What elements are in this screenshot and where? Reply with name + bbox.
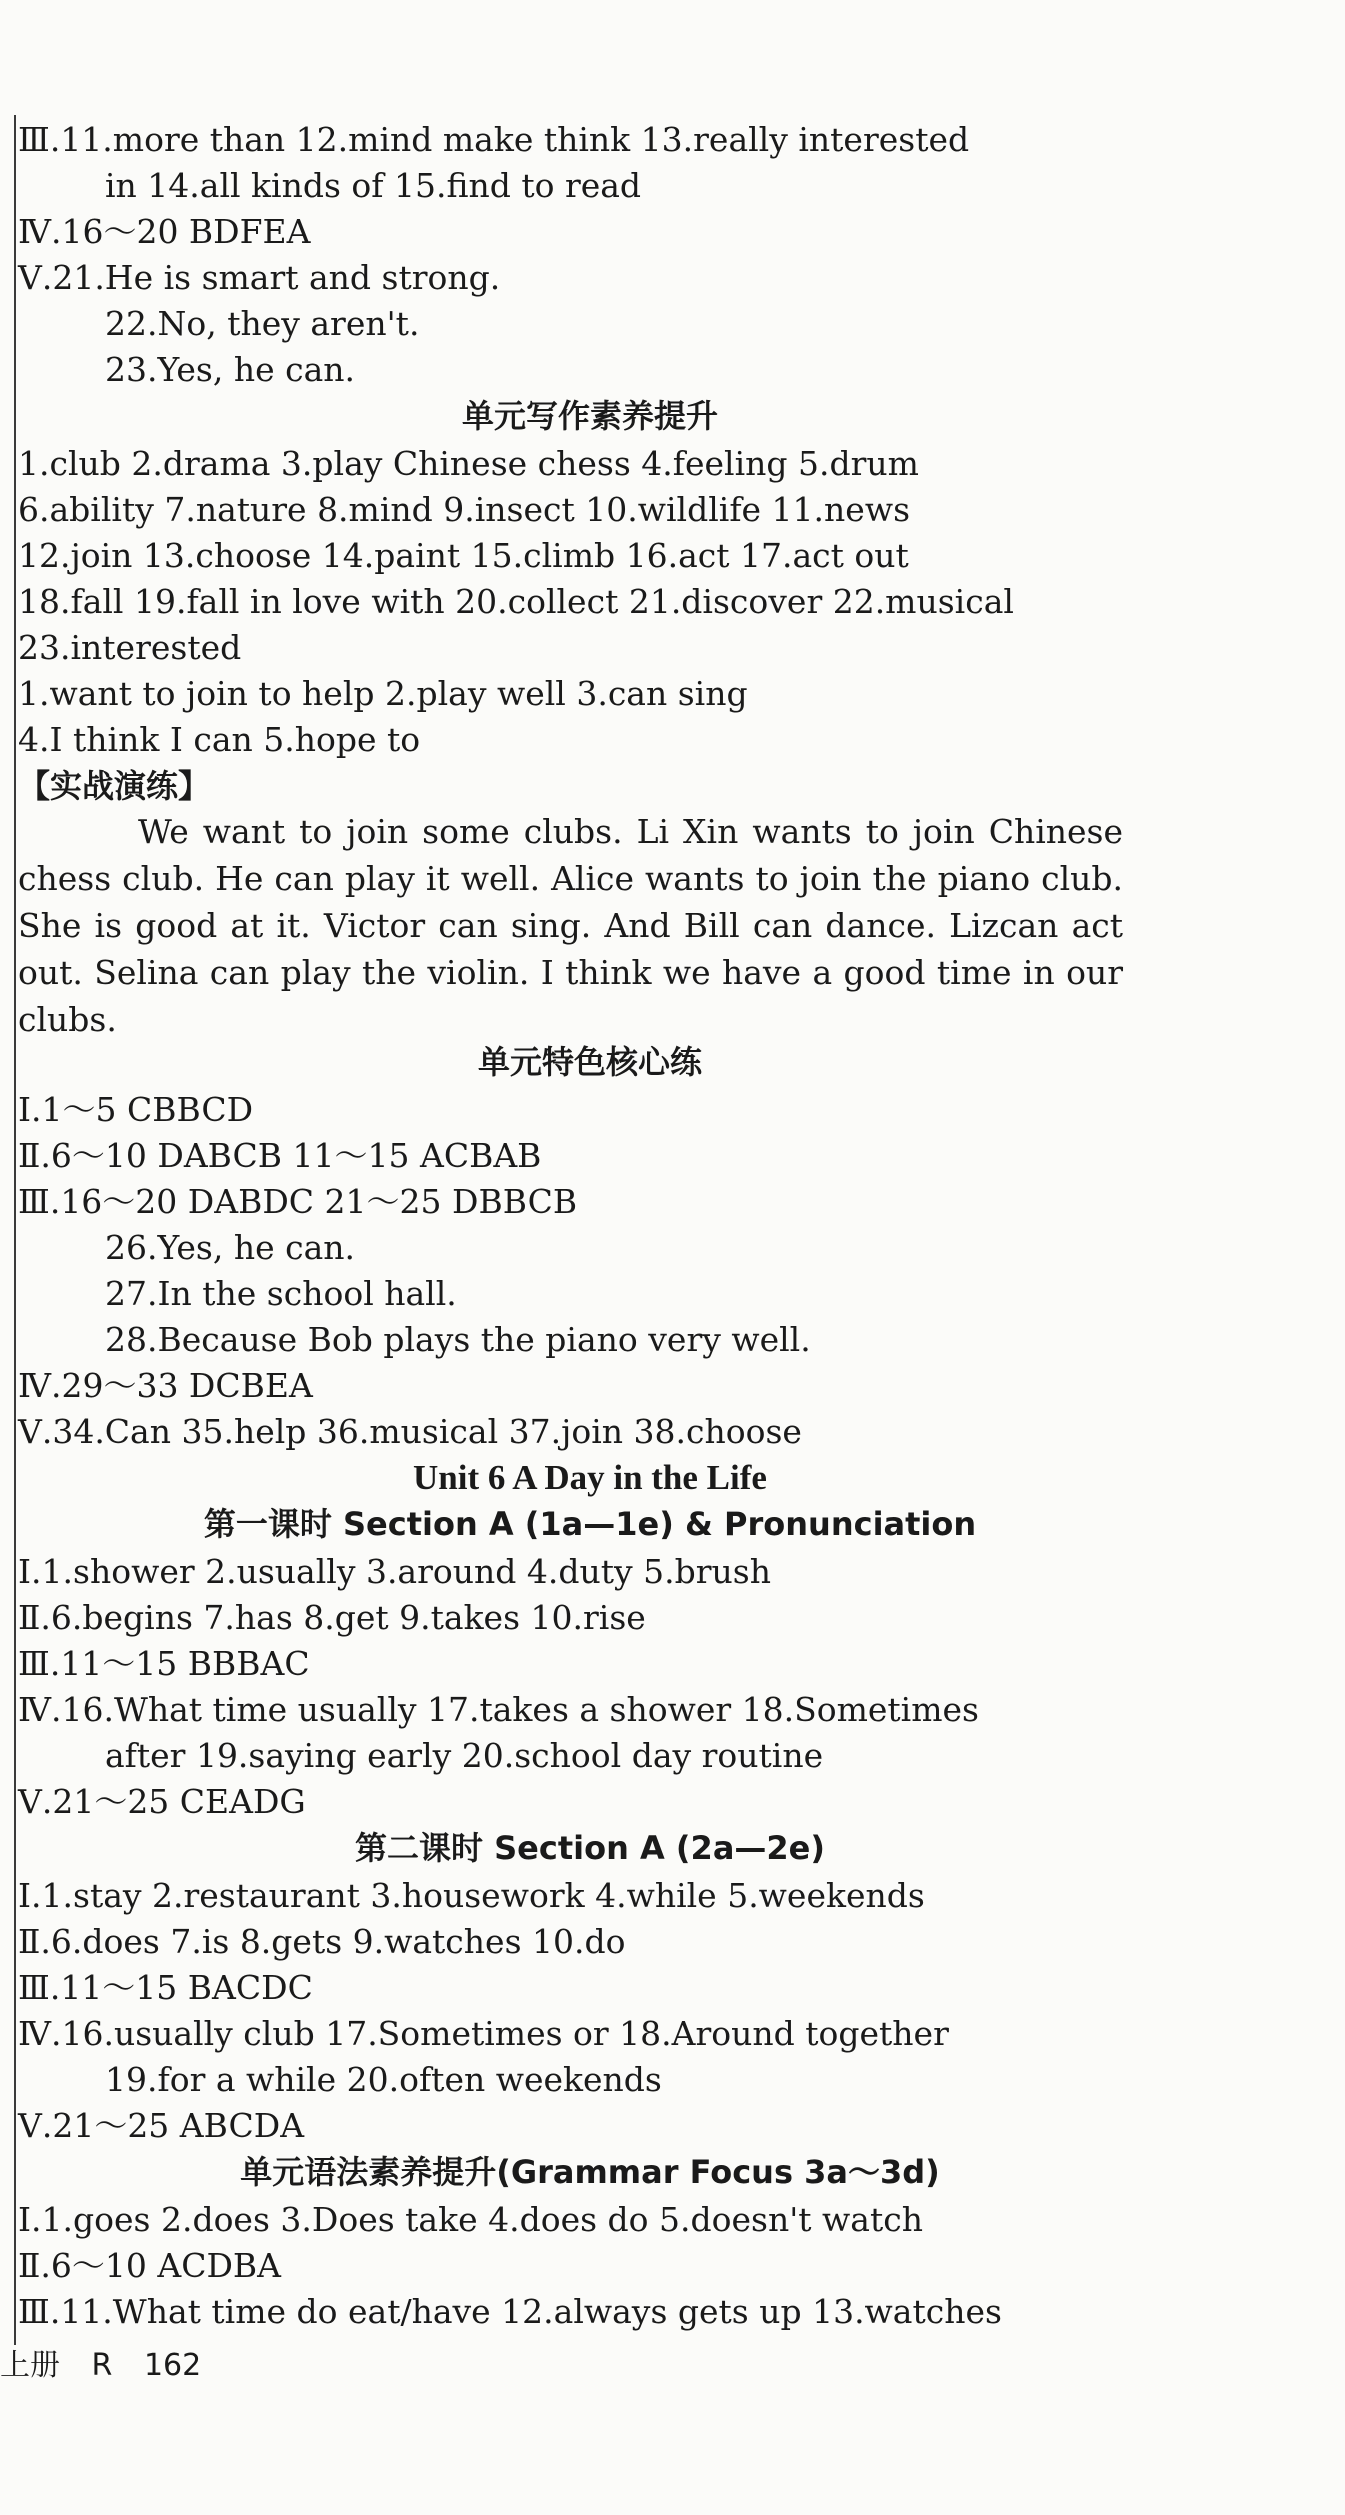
answer-line: Ⅰ.1.stay 2.restaurant 3.housework 4.while 5.weekends bbox=[18, 1876, 925, 1915]
answer-line: 4.I think I can 5.hope to bbox=[18, 720, 421, 759]
unit-title: Unit 6 A Day in the Life bbox=[413, 1458, 767, 1497]
answer-line: 1.want to join to help 2.play well 3.can sing bbox=[18, 674, 748, 713]
answer-line: 19.for a while 20.often weekends bbox=[105, 2060, 662, 2099]
footer-edition: R bbox=[91, 2348, 113, 2383]
answer-line: Ⅴ.21.He is smart and strong. bbox=[18, 258, 501, 297]
lesson-title: 第一课时 Section A (1a—1e) & Pronunciation bbox=[203, 1505, 977, 1543]
margin-rule bbox=[14, 115, 16, 2345]
answer-line: Ⅲ.11～15 BACDC bbox=[18, 1968, 313, 2007]
answer-line: Ⅴ.34.Can 35.help 36.musical 37.join 38.choose bbox=[18, 1412, 802, 1451]
essay-paragraph bbox=[18, 808, 1123, 1043]
answer-line: Ⅲ.11～15 BBBAC bbox=[18, 1644, 310, 1683]
lesson-title: 第二课时 Section A (2a—2e) bbox=[354, 1829, 826, 1867]
section-title-grammar: 单元语法素养提升(Grammar Focus 3a～3d) bbox=[240, 2153, 940, 2191]
answer-line: Ⅱ.6～10 DABCB 11～15 ACBAB bbox=[18, 1136, 542, 1175]
answer-line: 27.In the school hall. bbox=[105, 1274, 457, 1313]
answer-line: 26.Yes, he can. bbox=[105, 1228, 356, 1267]
answer-line: Ⅴ.21～25 CEADG bbox=[18, 1782, 306, 1821]
answer-line: 12.join 13.choose 14.paint 15.climb 16.act 17.act out bbox=[18, 536, 909, 575]
answer-line: in 14.all kinds of 15.find to read bbox=[105, 166, 642, 205]
footer-book: 上册 bbox=[0, 2348, 60, 2383]
answer-line: Ⅱ.6.does 7.is 8.gets 9.watches 10.do bbox=[18, 1922, 626, 1961]
answer-line: Ⅳ.16.usually club 17.Sometimes or 18.Around together bbox=[18, 2014, 949, 2053]
answer-line: 1.club 2.drama 3.play Chinese chess 4.feeling 5.drum bbox=[18, 444, 919, 483]
section-title-writing: 单元写作素养提升 bbox=[461, 397, 718, 435]
page-number: 162 bbox=[143, 2348, 202, 2383]
answer-line: Ⅴ.21～25 ABCDA bbox=[18, 2106, 305, 2145]
answer-line: 23.interested bbox=[18, 628, 242, 667]
answer-line: Ⅰ.1～5 CBBCD bbox=[18, 1090, 254, 1129]
practice-heading: 【实战演练】 bbox=[18, 767, 211, 805]
answer-line: Ⅳ.16.What time usually 17.takes a shower 18.Sometimes bbox=[18, 1690, 979, 1729]
answer-line: Ⅱ.6～10 ACDBA bbox=[18, 2246, 282, 2285]
page-footer bbox=[0, 2340, 223, 2384]
answer-line: 22.No, they aren't. bbox=[105, 304, 420, 343]
answer-line: 23.Yes, he can. bbox=[105, 350, 356, 389]
answer-line: Ⅲ.11.What time do eat/have 12.always gets up 13.watches bbox=[18, 2292, 1002, 2331]
section-title-core: 单元特色核心练 bbox=[477, 1043, 702, 1081]
answer-line: Ⅰ.1.goes 2.does 3.Does take 4.does do 5.doesn't watch bbox=[18, 2200, 923, 2239]
answer-line: after 19.saying early 20.school day routine bbox=[105, 1736, 824, 1775]
answer-line: Ⅰ.1.shower 2.usually 3.around 4.duty 5.brush bbox=[18, 1552, 771, 1591]
answer-line: 28.Because Bob plays the piano very well. bbox=[105, 1320, 811, 1359]
answer-line: Ⅲ.16～20 DABDC 21～25 DBBCB bbox=[18, 1182, 578, 1221]
answer-line: Ⅲ.11.more than 12.mind make think 13.really interested bbox=[18, 120, 970, 159]
essay-text: We want to join some clubs. Li Xin wants to join Chinese chess club. He can play it well. Alice wants to join the piano club. She is good at it. Victor can sing. And Bill can dance. Lizcan act out. Selina can play the violin. I think we have a good time in our clubs. bbox=[18, 812, 1123, 1039]
answer-line: Ⅳ.29～33 DCBEA bbox=[18, 1366, 313, 1405]
answer-line: 18.fall 19.fall in love with 20.collect 21.discover 22.musical bbox=[18, 582, 1014, 621]
answer-line: 6.ability 7.nature 8.mind 9.insect 10.wildlife 11.news bbox=[18, 490, 910, 529]
answer-line: Ⅱ.6.begins 7.has 8.get 9.takes 10.rise bbox=[18, 1598, 646, 1637]
answer-line: Ⅳ.16～20 BDFEA bbox=[18, 212, 311, 251]
